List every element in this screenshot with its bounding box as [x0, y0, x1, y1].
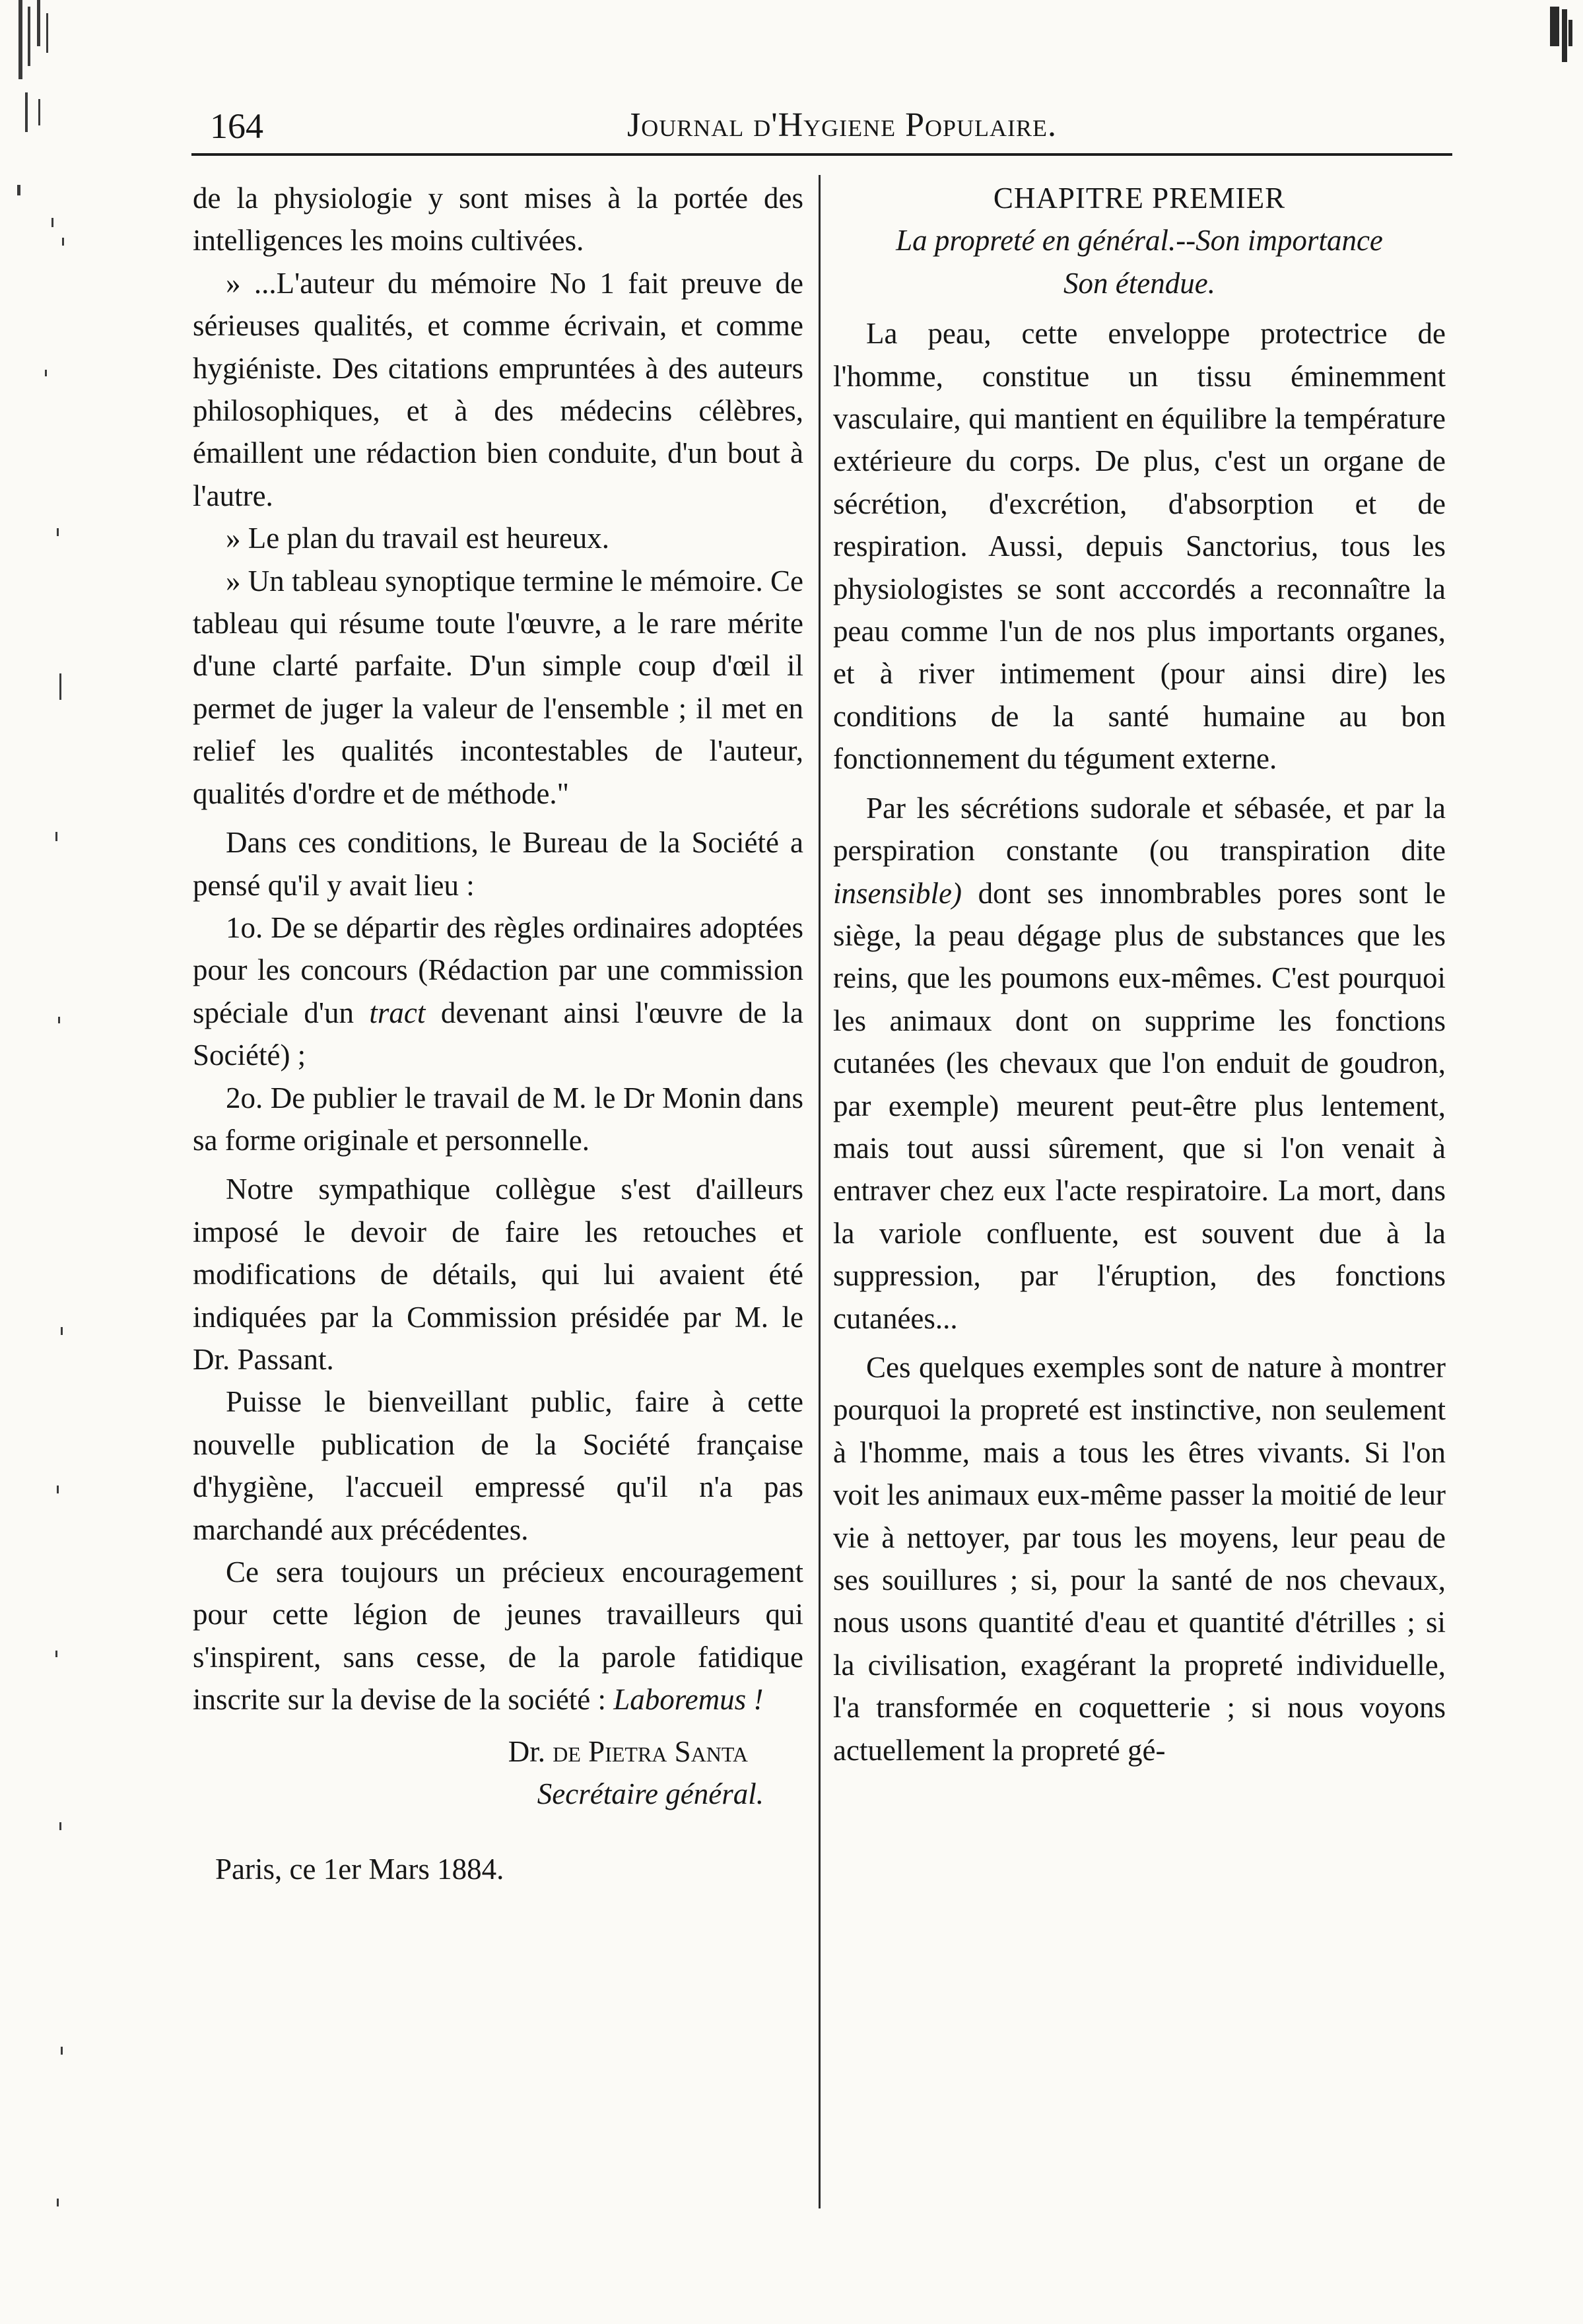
paragraph: Dans ces conditions, le Bureau de la Société a pensé qu'il y avait lieu :	[193, 826, 803, 902]
paragraph-text: Par les sécrétions sudorale et sébasée, et par la perspiration constante (ou transpiration dite	[833, 791, 1446, 868]
list-item-text: 1o. De se départir des règles ordinaires adoptées pour les concours (Rédaction par une commission spéciale d'un	[193, 910, 803, 1029]
list-item-text-end: devenant ainsi l'œuvre de la Société) ;	[193, 996, 803, 1072]
paragraph: Ces quelques exemples sont de nature à montrer pourquoi la propreté est instinctive, non seulement à l'homme, mais a tous les êtres vivants. Si l'on voit les animaux eux-même passer la moitié de leur vie à nettoyer, par tous les moyens, leur peau de ses souillures ; si, pour la santé de nos chevaux, nous usons quantité d'eau et quantité d'étrilles ; si la civilisation, exagérant la propreté individuelle, l'a transformée en coquetterie ; si nous voyons actuellement la propreté gé-	[833, 1350, 1446, 1767]
chapter-heading: CHAPITRE PREMIER	[993, 182, 1286, 215]
left-column	[193, 177, 803, 1891]
list-item: 2o. De publier le travail de M. le Dr Monin dans sa forme originale et personnelle.	[193, 1081, 803, 1157]
paragraph: Notre sympathique collègue s'est d'ailleurs imposé le devoir de faire les retouches et modifications de détails, qui lui avaient été indiquées par la Commission présidée par M. le Dr. Passant.	[193, 1173, 803, 1376]
paragraph: » ...L'auteur du mémoire No 1 fait preuve de sérieuses qualités, et comme écrivain, et comme hygiéniste. Des citations empruntées à des auteurs philosophiques, et à des médecins célèbres, émaillent une rédaction bien conduite, d'un bout à l'autre.	[193, 266, 803, 512]
paragraph: de la physiologie y sont mises à la portée des intelligences les moins cultivées.	[193, 182, 803, 257]
italic-word: tract	[369, 996, 426, 1029]
scan-edge-marks	[5, 0, 84, 2324]
page-number: 164	[210, 106, 263, 146]
list-item	[193, 906, 803, 1077]
paragraph: » Le plan du travail est heureux.	[226, 522, 610, 555]
paragraph: La peau, cette enveloppe protectrice de l'homme, constitue un tissu éminemment vasculaire, qui mantient en équilibre la température extérieure du corps. De plus, c'est un organe de sécrétion, d'excrétion, d'absorption et de respiration. Aussi, depuis Sanctorius, tous les physiologistes se sont acccordés a reconnaître la peau comme l'un de nos plus importants organes, et à river intimement (pour ainsi dire) les conditions de la santé humaine au bon fonctionnement du tégument externe.	[833, 317, 1446, 776]
signature	[193, 1730, 803, 1773]
paragraph-text: Ce sera toujours un précieux encouragement pour cette légion de jeunes travailleurs qui s'inspirent, sans cesse, de la parole fatidique inscrite sur la devise de la société :	[193, 1555, 803, 1717]
italic-word: insensible)	[833, 876, 962, 910]
paragraph	[193, 1551, 803, 1721]
paragraph: » Un tableau synoptique termine le mémoire. Ce tableau qui résume toute l'œuvre, a le rare mérite d'une clarté parfaite. D'un simple coup d'œil il permet de juger la valeur de l'ensemble ; il met en relief les qualités incontestables de l'auteur, qualités d'ordre et de méthode."	[193, 564, 803, 810]
scan-corner-mark	[1530, 0, 1583, 132]
motto: Laboremus !	[613, 1683, 764, 1717]
paragraph	[833, 787, 1446, 1340]
header-rule	[191, 153, 1452, 156]
chapter-subtitle: La propreté en général.--Son importance	[896, 224, 1383, 257]
chapter-subtitle-2: Son étendue.	[1063, 266, 1215, 300]
signature-name: de Pietra Santa	[553, 1734, 748, 1768]
dateline: Paris, ce 1er Mars 1884.	[215, 1853, 504, 1886]
signature-title: Secrétaire général.	[537, 1777, 764, 1811]
paragraph-text-end: dont ses innombrables pores sont le siège, la peau dégage plus de substances que les reins, que les poumons eux-mêmes. C'est pourquoi les animaux dont on supprime les fonctions cutanées (les chevaux que l'on enduit de goudron, par exemple) meurent peut-être plus lentement, mais tout aussi sûrement, que si l'on venait à entraver chez eux l'acte respiratoire. La mort, dans la variole confluente, est souvent due à la suppression, par l'éruption, des fonctions cutanées...	[833, 876, 1446, 1335]
running-head: Journal d'Hygiene Populaire.	[627, 106, 1058, 144]
right-column	[833, 177, 1446, 1771]
column-divider	[819, 175, 821, 2208]
paragraph: Puisse le bienveillant public, faire à cette nouvelle publication de la Société française d'hygiène, l'accueil empressé qu'il n'a pas marchandé aux précédentes.	[193, 1385, 803, 1546]
signature-prefix: Dr.	[508, 1734, 546, 1768]
